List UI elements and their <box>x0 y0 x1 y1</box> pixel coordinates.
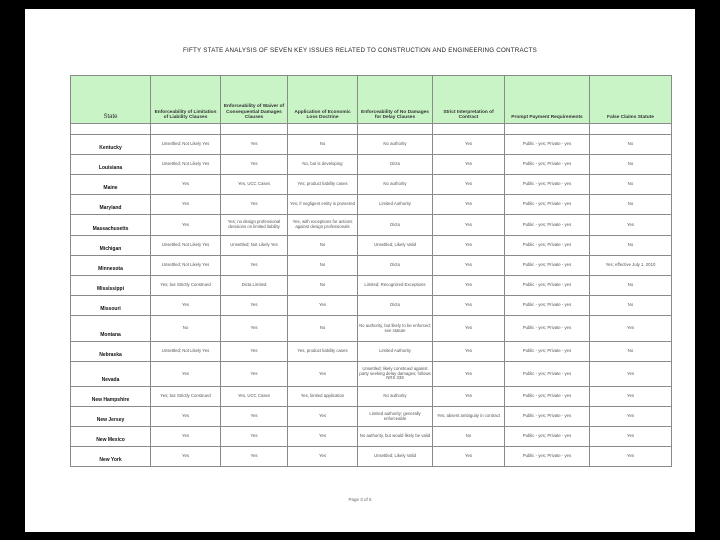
table-row <box>71 175 672 195</box>
cell-limitation-of-liability: Yes <box>151 447 221 467</box>
cell-strict-interpretation: Yes <box>433 296 505 316</box>
cell-no-damages-for-delay: Dicta <box>358 296 433 316</box>
table-row <box>71 155 672 175</box>
cell-no-damages-for-delay: Limited Authority <box>358 342 433 362</box>
cell-no-damages-for-delay: No authority, but would likely be valid <box>358 427 433 447</box>
table-row <box>71 215 672 236</box>
column-header-strict-interpretation: Strict Interpretation of Contract <box>433 76 505 124</box>
cell-economic-loss: No <box>288 276 358 296</box>
cell-no-damages-for-delay: Dicta <box>358 256 433 276</box>
column-header-economic-loss: Application of Economic Loss Doctrine <box>288 76 358 124</box>
cell-consequential-damages: Yes <box>221 407 288 427</box>
page-number: Page 3 of 5 <box>348 497 372 502</box>
state-name-cell: New York <box>71 447 151 467</box>
cell-consequential-damages: Unsettled; Not Likely Yes <box>221 236 288 256</box>
cell-strict-interpretation: Yes <box>433 316 505 342</box>
cell-limitation-of-liability: Yes <box>151 296 221 316</box>
cell-limitation-of-liability: Yes <box>151 362 221 387</box>
cell-consequential-damages: Yes <box>221 342 288 362</box>
cell-no-damages-for-delay: No authority, but likely to be enforced; see statute <box>358 316 433 342</box>
document-page <box>25 9 695 532</box>
comparison-table <box>70 75 672 467</box>
state-name-cell: Minnesota <box>71 256 151 276</box>
cell-economic-loss: Yes <box>288 296 358 316</box>
cell-strict-interpretation: Yes <box>433 135 505 155</box>
cell-economic-loss: Yes; if negligent entity is protected <box>288 195 358 215</box>
state-name-cell: Massachusetts <box>71 215 151 236</box>
cell-prompt-payment: Public - yes; Private - yes <box>505 342 590 362</box>
cell-prompt-payment: Public - yes; Private - yes <box>505 407 590 427</box>
cell-strict-interpretation: Yes <box>433 447 505 467</box>
cell-prompt-payment: Public - yes; Private - yes <box>505 135 590 155</box>
cell-false-claims: Yes <box>590 447 672 467</box>
cell-strict-interpretation: No <box>433 427 505 447</box>
cell-limitation-of-liability: Unsettled; Not Likely Yes <box>151 236 221 256</box>
cell-no-damages-for-delay: Limited Authority <box>358 195 433 215</box>
state-name-cell: Kentucky <box>71 135 151 155</box>
cell-false-claims: Yes <box>590 316 672 342</box>
cell-prompt-payment: Public - yes; Private - yes <box>505 427 590 447</box>
table-row <box>71 447 672 467</box>
cell-economic-loss: Yes, product liability cases <box>288 342 358 362</box>
cell-prompt-payment: Public - yes; Private - yes <box>505 236 590 256</box>
cell-economic-loss: Yes <box>288 447 358 467</box>
table-row <box>71 236 672 256</box>
cell-economic-loss: Yes <box>288 427 358 447</box>
table-row <box>71 135 672 155</box>
cell-false-claims: No <box>590 296 672 316</box>
column-header-no-damages-for-delay: Enforceability of No Damages for Delay Clauses <box>358 76 433 124</box>
cell-strict-interpretation: Yes <box>433 362 505 387</box>
column-header-prompt-payment: Prompt Payment Requirements <box>505 76 590 124</box>
cell-limitation-of-liability: Unsettled; Not Likely Yes <box>151 256 221 276</box>
cell-strict-interpretation: Yes <box>433 256 505 276</box>
cell-consequential-damages: Yes <box>221 316 288 342</box>
cell-strict-interpretation: Yes <box>433 387 505 407</box>
cell-consequential-damages: Yes <box>221 447 288 467</box>
cell-false-claims: No <box>590 195 672 215</box>
cell-consequential-damages: Yes <box>221 427 288 447</box>
table-row <box>71 276 672 296</box>
cell-economic-loss: No <box>288 256 358 276</box>
cell-economic-loss: No <box>288 236 358 256</box>
cell-limitation-of-liability: Unsettled; Not Likely Yes <box>151 135 221 155</box>
cell-limitation-of-liability: Unsettled; Not Likely Yes <box>151 342 221 362</box>
cell-prompt-payment: Public - yes; Private - yes <box>505 362 590 387</box>
cell-prompt-payment: Public - yes; Private - yes <box>505 276 590 296</box>
cell-prompt-payment: Public - yes; Private - yes <box>505 175 590 195</box>
cell-false-claims: Yes <box>590 215 672 236</box>
column-header-state: State <box>71 76 151 124</box>
state-name-cell: Maryland <box>71 195 151 215</box>
cell-consequential-damages: Yes <box>221 195 288 215</box>
cell-prompt-payment: Public - yes; Private - yes <box>505 316 590 342</box>
cell-strict-interpretation: Yes <box>433 276 505 296</box>
cell-false-claims: No <box>590 276 672 296</box>
state-name-cell: New Mexico <box>71 427 151 447</box>
column-header-limitation-of-liability: Enforceability of Limitation of Liability Clauses <box>151 76 221 124</box>
cell-limitation-of-liability: Yes <box>151 175 221 195</box>
column-header-consequential-damages: Enforceability of Waiver of Consequential Damages Clauses <box>221 76 288 124</box>
cell-strict-interpretation: Yes <box>433 195 505 215</box>
cell-consequential-damages: Yes <box>221 155 288 175</box>
cell-no-damages-for-delay: Dicta <box>358 215 433 236</box>
table-row <box>71 316 672 342</box>
cell-strict-interpretation: Yes <box>433 236 505 256</box>
state-name-cell: Missouri <box>71 296 151 316</box>
cell-false-claims: Yes <box>590 427 672 447</box>
cell-limitation-of-liability: Yes <box>151 215 221 236</box>
table-row <box>71 387 672 407</box>
state-name-cell: Montana <box>71 316 151 342</box>
cell-consequential-damages: Dicta Limited <box>221 276 288 296</box>
cell-prompt-payment: Public - yes; Private - yes <box>505 155 590 175</box>
cell-prompt-payment: Public - yes; Private - yes <box>505 215 590 236</box>
state-name-cell: Maine <box>71 175 151 195</box>
cell-no-damages-for-delay: Unsettled; Likely Valid <box>358 447 433 467</box>
cell-limitation-of-liability: Yes <box>151 427 221 447</box>
spacer-row <box>71 124 672 135</box>
cell-strict-interpretation: Yes <box>433 342 505 362</box>
cell-prompt-payment: Public - yes; Private - yes <box>505 296 590 316</box>
cell-false-claims: No <box>590 236 672 256</box>
cell-false-claims: Yes <box>590 407 672 427</box>
table-row <box>71 195 672 215</box>
cell-false-claims: Yes <box>590 362 672 387</box>
cell-consequential-damages: Yes <box>221 362 288 387</box>
state-name-cell: Louisiana <box>71 155 151 175</box>
column-header-false-claims: False Claims Statute <box>590 76 672 124</box>
table-row <box>71 362 672 387</box>
cell-strict-interpretation: Yes <box>433 155 505 175</box>
cell-consequential-damages: Yes, UCC Cases <box>221 175 288 195</box>
state-name-cell: Nevada <box>71 362 151 387</box>
cell-strict-interpretation: Yes <box>433 175 505 195</box>
cell-economic-loss: Yes, with exceptions for actions against design professionals <box>288 215 358 236</box>
cell-economic-loss: No <box>288 316 358 342</box>
cell-limitation-of-liability: Unsettled; Not Likely Yes <box>151 155 221 175</box>
state-name-cell: Nebraska <box>71 342 151 362</box>
cell-false-claims: No <box>590 175 672 195</box>
cell-strict-interpretation: Yes <box>433 215 505 236</box>
cell-no-damages-for-delay: Dicta <box>358 155 433 175</box>
cell-prompt-payment: Public - yes; Private - yes <box>505 447 590 467</box>
cell-consequential-damages: Yes <box>221 135 288 155</box>
cell-no-damages-for-delay: Limited authority; generally enforceable <box>358 407 433 427</box>
cell-consequential-damages: Yes <box>221 256 288 276</box>
cell-no-damages-for-delay: No authority <box>358 135 433 155</box>
cell-economic-loss: No, but is developing <box>288 155 358 175</box>
cell-consequential-damages: Yes, UCC Cases <box>221 387 288 407</box>
header-row <box>71 76 672 124</box>
cell-consequential-damages: Yes; no design professional decisions on limited liability <box>221 215 288 236</box>
cell-prompt-payment: Public - yes; Private - yes <box>505 387 590 407</box>
cell-no-damages-for-delay: Unsettled; Likely Valid <box>358 236 433 256</box>
cell-limitation-of-liability: Yes <box>151 407 221 427</box>
cell-limitation-of-liability: Yes; but Strictly Construed <box>151 276 221 296</box>
cell-strict-interpretation: Yes; absent ambiguity in contract <box>433 407 505 427</box>
cell-no-damages-for-delay: Limited; Recognized Exceptions <box>358 276 433 296</box>
state-name-cell: New Jersey <box>71 407 151 427</box>
state-name-cell: New Hampshire <box>71 387 151 407</box>
cell-economic-loss: Yes, limited application <box>288 387 358 407</box>
table-body <box>71 135 672 467</box>
state-name-cell: Michigan <box>71 236 151 256</box>
cell-limitation-of-liability: Yes; but Strictly Construed <box>151 387 221 407</box>
cell-false-claims: No <box>590 155 672 175</box>
cell-no-damages-for-delay: No authority <box>358 175 433 195</box>
cell-economic-loss: No <box>288 135 358 155</box>
cell-no-damages-for-delay: No authority <box>358 387 433 407</box>
table-row <box>71 342 672 362</box>
cell-no-damages-for-delay: Unsettled; likely construed against party seeking delay damages; follows NRS 338 <box>358 362 433 387</box>
cell-economic-loss: Yes <box>288 407 358 427</box>
cell-false-claims: No <box>590 342 672 362</box>
cell-limitation-of-liability: No <box>151 316 221 342</box>
state-name-cell: Mississippi <box>71 276 151 296</box>
table-row <box>71 427 672 447</box>
page-title: FIFTY STATE ANALYSIS OF SEVEN KEY ISSUES RELATED TO CONSTRUCTION AND ENGINEERING CONTRACTS <box>182 47 538 54</box>
table-row <box>71 296 672 316</box>
table-row <box>71 407 672 427</box>
cell-prompt-payment: Public - yes; Private - yes <box>505 195 590 215</box>
table-row <box>71 256 672 276</box>
cell-false-claims: Yes; effective July 1, 2010 <box>590 256 672 276</box>
cell-limitation-of-liability: Yes <box>151 195 221 215</box>
cell-false-claims: No <box>590 135 672 155</box>
cell-economic-loss: Yes <box>288 362 358 387</box>
cell-false-claims: Yes <box>590 387 672 407</box>
cell-prompt-payment: Public - yes; Private - yes <box>505 256 590 276</box>
cell-economic-loss: Yes; product liability cases <box>288 175 358 195</box>
cell-consequential-damages: Yes <box>221 296 288 316</box>
